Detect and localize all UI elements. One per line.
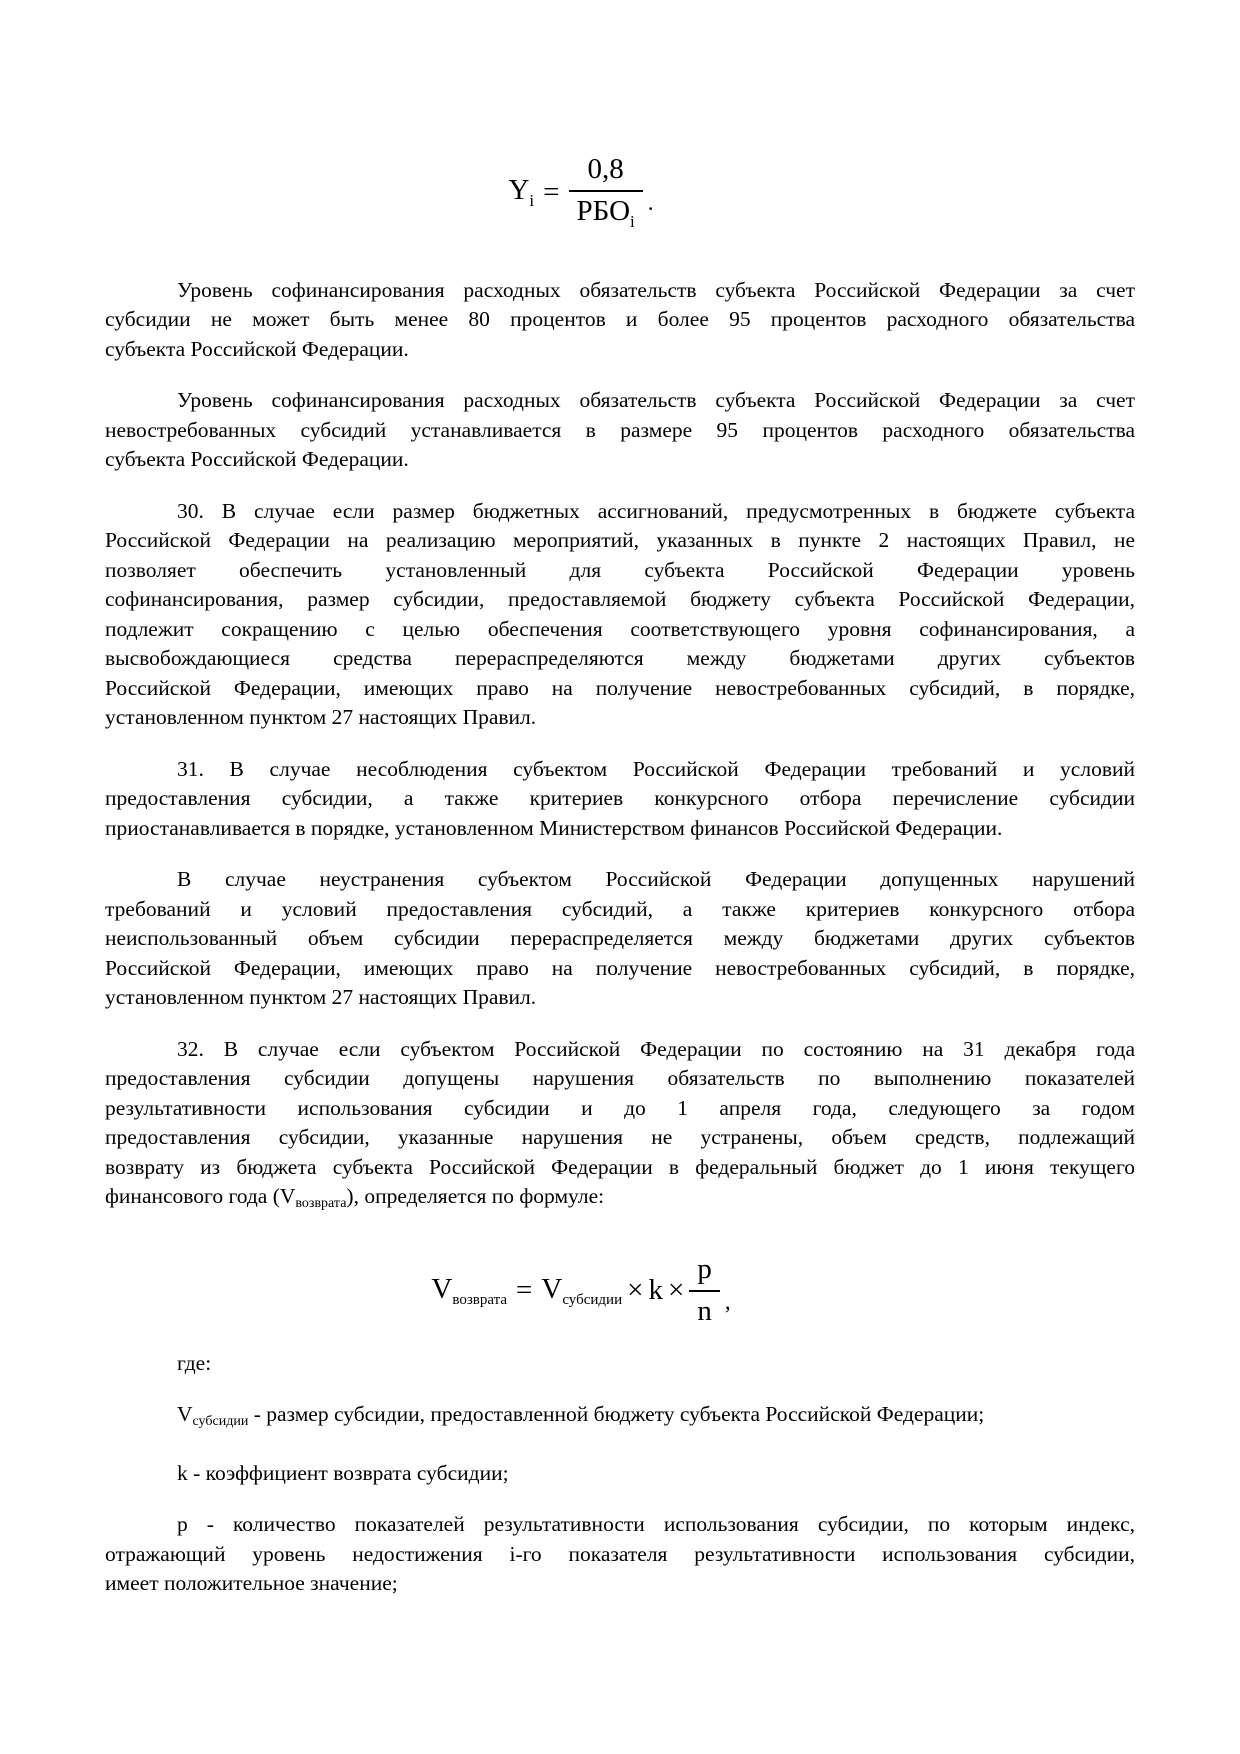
text-line: Уровень софинансирования расходных обязательств субъекта Российской Федерации за счет	[177, 277, 1135, 302]
subscript: i	[630, 212, 635, 232]
text-line: подлежит сокращению с целью обеспечения соответствующего уровня софинансирования, а	[105, 616, 1135, 641]
text-line: 32. В случае если субъектом Российской Федерации по состоянию на 31 декабря года	[177, 1036, 1135, 1061]
fraction-numerator: 0,8	[587, 153, 624, 185]
equals-sign: =	[516, 1274, 533, 1307]
paragraph-item-30	[105, 497, 1135, 733]
formula-comma: ,	[724, 1288, 731, 1314]
paragraph-item-31	[105, 755, 1135, 844]
paragraph-item-31-continuation	[105, 865, 1135, 1013]
text-line: требований и условий предоставления субсидий, а также критериев конкурсного отбора	[105, 896, 1135, 921]
formula-cofinancing-level	[105, 153, 1135, 232]
fraction-denominator: $РБО_i$	[569, 190, 643, 232]
coefficient-k: k	[648, 1274, 663, 1307]
fraction	[569, 153, 643, 232]
text-line: где:	[177, 1350, 212, 1375]
equals-sign: =	[543, 175, 560, 208]
text-line: имеет положительное значение;	[105, 1571, 398, 1596]
text-line: высвобождающиеся средства перераспределяются между бюджетами других субъектов	[105, 646, 1135, 671]
subscript: субсидии	[192, 1414, 249, 1430]
document-content	[0, 153, 1240, 1599]
text-line: неиспользованный объем субсидии перераспределяется между бюджетами других субъектов	[105, 926, 1135, 951]
multiply-sign: ×	[667, 1274, 685, 1307]
text-line: 30. В случае если размер бюджетных ассигнований, предусмотренных в бюджете субъекта	[177, 498, 1135, 523]
text-line: 31. В случае несоблюдения субъектом Российской Федерации требований и условий	[177, 756, 1135, 781]
text-line: p - количество показателей результативности использования субсидии, по которым индекс,	[177, 1512, 1135, 1537]
text-line: позволяет обеспечить установленный для субъекта Российской Федерации уровень	[105, 557, 1135, 582]
text-line: k - коэффициент возврата субсидии;	[177, 1460, 509, 1485]
text-line: приостанавливается в порядке, установленном Министерством финансов Российской Федерации.	[105, 815, 1003, 840]
text-line: Уровень софинансирования расходных обязательств субъекта Российской Федерации за счет	[177, 388, 1135, 413]
subscript: субсидии	[562, 1291, 623, 1308]
text-line: предоставления субсидии, а также критериев конкурсного отбора перечисление субсидии	[105, 786, 1135, 811]
subscript: i	[529, 191, 535, 211]
text-line: Vсубсидии - размер субсидии, предоставленной бюджету субъекта Российской Федерации;	[177, 1402, 985, 1430]
text-line: установленном пунктом 27 настоящих Правил.	[105, 705, 537, 730]
text-line: субъекта Российской Федерации.	[105, 447, 409, 472]
text-line: результативности использования субсидии и до 1 апреля года, следующего за годом	[105, 1095, 1135, 1120]
paragraph-cofinancing-level-unclaimed	[105, 386, 1135, 475]
definition-v-subsidy	[105, 1400, 1135, 1437]
text-line: субъекта Российской Федерации.	[105, 336, 409, 361]
text-line: В случае неустранения субъектом Российской Федерации допущенных нарушений	[177, 867, 1135, 892]
paragraph-cofinancing-level-subsidy	[105, 276, 1135, 365]
formula-lhs: $V_{возврата}$	[431, 1272, 508, 1308]
formula-period: .	[647, 190, 654, 216]
text-line: Российской Федерации, имеющих право на получение невостребованных субсидий, в порядке,	[105, 955, 1135, 980]
text-line: Российской Федерации на реализацию мероприятий, указанных в пункте 2 настоящих Правил, не	[105, 528, 1135, 553]
subscript: возврата	[295, 1196, 347, 1212]
text-line: установленном пунктом 27 настоящих Правил.	[105, 985, 537, 1010]
text-line: предоставления субсидии допущены нарушения обязательств по выполнению показателей	[105, 1066, 1135, 1091]
paragraph-where-label	[105, 1349, 1135, 1379]
text-line: невостребованных субсидий устанавливается в размере 95 процентов расходного обязательства	[105, 417, 1135, 442]
formula-lhs: $Y_i$	[508, 174, 535, 211]
fraction	[689, 1253, 720, 1329]
formula-return-volume	[105, 1253, 1135, 1329]
text-line: предоставления субсидии, указанные нарушения не устранены, объем средств, подлежащий	[105, 1125, 1135, 1150]
subscript: возврата	[452, 1291, 508, 1308]
text-line: финансового года (Vвозврата), определяется по формуле:	[105, 1184, 605, 1212]
definition-p-indicators	[105, 1510, 1135, 1599]
formula-rhs-var: $V_{субсидии}$	[541, 1272, 623, 1308]
fraction-numerator: p	[697, 1252, 712, 1285]
text-line: Российской Федерации, имеющих право на получение невостребованных субсидий, в порядке,	[105, 675, 1135, 700]
multiply-sign: ×	[627, 1274, 644, 1307]
text-line: софинансирования, размер субсидии, предоставляемой бюджету субъекта Российской Федерации,	[105, 587, 1135, 612]
fraction-denominator: n	[689, 1290, 720, 1328]
text-line: возврату из бюджета субъекта Российской Федерации в федеральный бюджет до 1 июня текущего	[105, 1154, 1135, 1179]
paragraph-item-32	[105, 1035, 1135, 1219]
text-line: отражающий уровень недостижения i-го показателя результативности использования субсидии,	[105, 1541, 1135, 1566]
text-line: субсидии не может быть менее 80 процентов и более 95 процентов расходного обязательства	[105, 307, 1135, 332]
definition-k-coefficient	[105, 1459, 1135, 1489]
